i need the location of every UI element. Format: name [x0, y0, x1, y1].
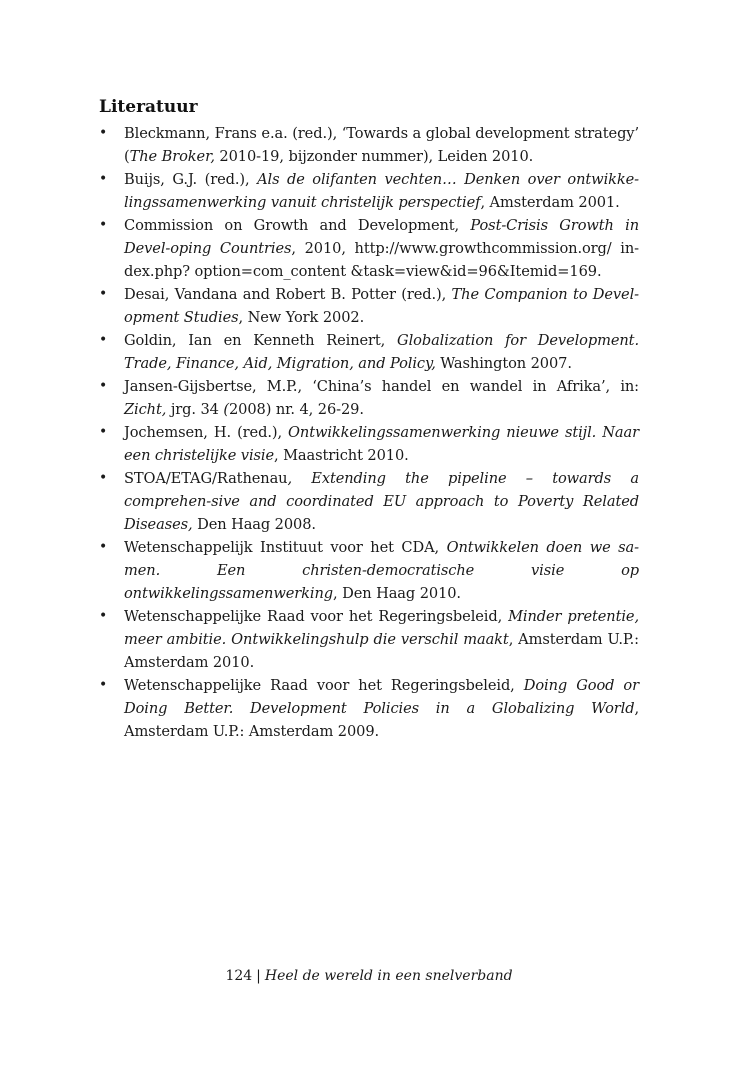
reference-text: Bleckmann, Frans e.a. (red.), ‘Towards a global development strategy’ ( — [124, 125, 639, 165]
bullet-icon: • — [99, 332, 108, 348]
reference-item — [99, 605, 639, 674]
bullet-icon: • — [99, 470, 108, 486]
reference-text: , Den Haag 2010. — [333, 585, 461, 602]
reference-text: jrg. 34 — [166, 401, 224, 418]
reference-item — [99, 214, 639, 283]
bullet-icon: • — [99, 677, 108, 693]
section-heading: Literatuur — [99, 97, 198, 117]
reference-text: Buijs, G.J. (red.), — [124, 171, 258, 188]
reference-text: Jochemsen, H. (red.), — [124, 424, 289, 441]
reference-item — [99, 467, 639, 536]
reference-item — [99, 283, 639, 329]
reference-text: , Amsterdam U.P.: Amsterdam 2009. — [124, 700, 639, 740]
reference-italic-text: , Extending the pipeline – towards a comprehen-sive and coordinated EU approach to Poverty Related Diseases, — [124, 470, 639, 533]
reference-italic-text: ( — [223, 401, 229, 418]
bullet-icon: • — [99, 424, 108, 440]
reference-text: Wetenschappelijk Instituut voor het CDA, — [124, 539, 447, 556]
reference-italic-text: Ontwikkelen doen we sa-men. Een christen-democratische visie op ontwikkelingssamenwerking — [124, 539, 639, 602]
reference-text: Den Haag 2008. — [192, 516, 316, 533]
bullet-icon: • — [99, 378, 108, 394]
bullet-icon: • — [99, 171, 108, 187]
reference-text: 2008) nr. 4, 26-29. — [228, 401, 364, 418]
page-content — [99, 96, 639, 743]
reference-italic-text: Minder pretentie, meer ambitie. Ontwikkelingshulp die verschil maakt — [124, 608, 639, 648]
reference-italic-text: The Broker, — [129, 148, 215, 165]
reference-text: STOA/ETAG/Rathenau — [124, 470, 288, 487]
page-footer — [0, 966, 738, 986]
reference-text: Jansen-Gijsbertse, M.P., ‘China’s handel en wandel in Afrika’, in: — [124, 378, 639, 395]
reference-italic-text: Post-Crisis Growth in Devel-oping Countries — [124, 217, 639, 257]
reference-text: , Amsterdam 2001. — [480, 194, 620, 211]
bullet-icon: • — [99, 286, 108, 302]
bullet-icon: • — [99, 539, 108, 555]
reference-italic-text: Als de olifanten vechten… Denken over ontwikke-lingssamenwerking vanuit christelijk perspectief — [124, 171, 639, 211]
page-number: 124 — [225, 968, 253, 984]
reference-text: Washington 2007. — [435, 355, 572, 372]
reference-text: , Amsterdam U.P.: Amsterdam 2010. — [124, 631, 639, 671]
bullet-icon: • — [99, 217, 108, 233]
reference-text: 2010-19, bijzonder nummer), Leiden 2010. — [214, 148, 534, 165]
reference-italic-text: Ontwikkelingssamenwerking nieuwe stijl. Naar een christelijke visie — [124, 424, 639, 464]
reference-text: Wetenschappelijke Raad voor het Regeringsbeleid, — [124, 677, 524, 694]
reference-text: , 2010, http://www.growthcommission.org/ in-dex.php? option=com_content &task=view&id=96&Itemid=169. — [124, 240, 639, 280]
reference-item — [99, 122, 639, 168]
reference-text: Desai, Vandana and Robert B. Potter (red.), — [124, 286, 452, 303]
reference-item — [99, 536, 639, 605]
reference-text: Commission on Growth and Development, — [124, 217, 471, 234]
reference-item — [99, 375, 639, 421]
reference-item — [99, 168, 639, 214]
reference-text: , New York 2002. — [238, 309, 365, 326]
reference-list — [99, 122, 639, 743]
book-title: Heel de wereld in een snelverband — [264, 968, 513, 984]
reference-text: Goldin, Ian en Kenneth Reinert, — [124, 332, 398, 349]
reference-italic-text: Doing Good or Doing Better. Development Policies in a Globalizing World — [124, 677, 639, 717]
reference-item — [99, 421, 639, 467]
reference-text: , Maastricht 2010. — [274, 447, 409, 464]
reference-italic-text: The Companion to Devel-opment Studies — [124, 286, 639, 326]
reference-item — [99, 329, 639, 375]
reference-item — [99, 674, 639, 743]
reference-italic-text: Globalization for Development. Trade, Finance, Aid, Migration, and Policy, — [124, 332, 639, 372]
reference-italic-text: Zicht, — [124, 401, 167, 418]
footer-separator: | — [256, 968, 261, 984]
bullet-icon: • — [99, 608, 108, 624]
reference-text: Wetenschappelijke Raad voor het Regeringsbeleid, — [124, 608, 509, 625]
bullet-icon: • — [99, 125, 108, 141]
